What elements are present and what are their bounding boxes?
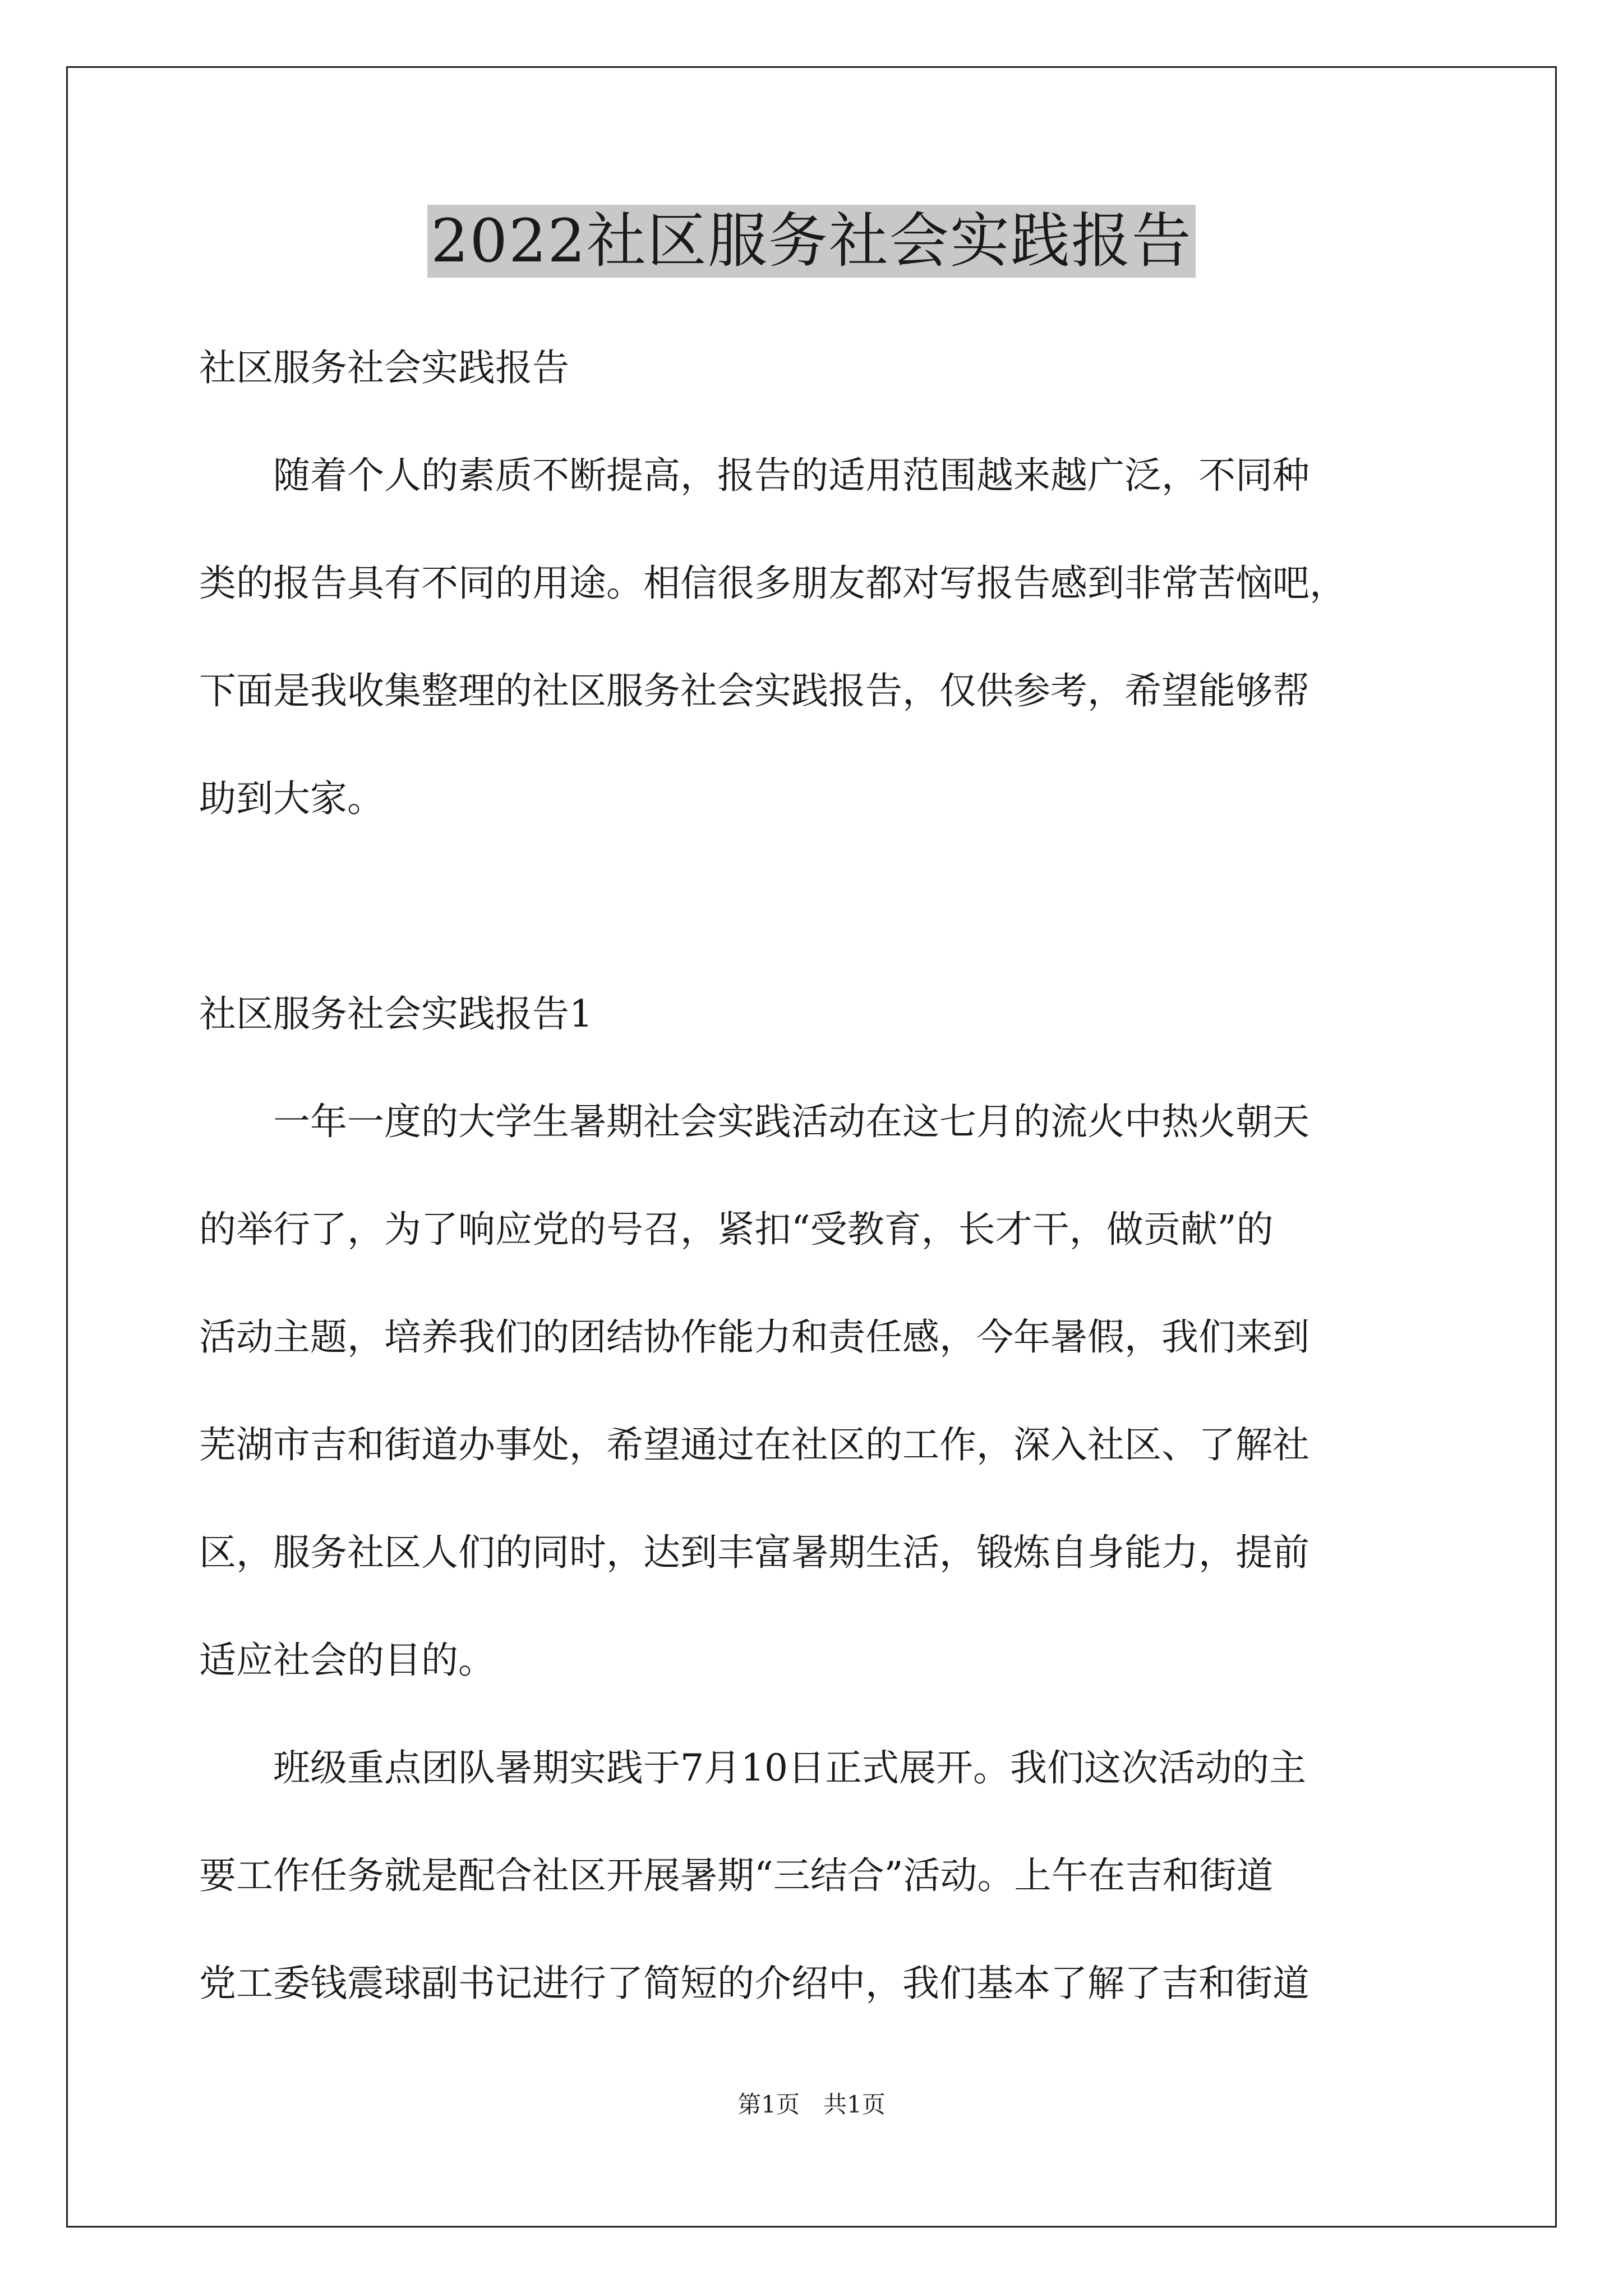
text-line: 下面是我收集整理的社区服务社会实践报告，仅供参考，希望能够帮 (199, 669, 1310, 712)
text-line: 类的报告具有不同的用途。相信很多朋友都对写报告感到非常苦恼吧， (199, 562, 1347, 605)
text-line: 要工作任务就是配合社区开展暑期“三结合”活动。上午在吉和街道 (199, 1854, 1274, 1897)
text-line: 随着个人的素质不断提高，报告的适用范围越来越广泛，不同种 (273, 454, 1310, 497)
title-container (0, 205, 1623, 278)
text-line: 班级重点团队暑期实践于7月10日正式展开。我们这次活动的主 (273, 1746, 1306, 1789)
spacer (199, 853, 1433, 960)
text-line: 党工委钱震球副书记进行了简短的介绍中，我们基本了解了吉和街道 (199, 1962, 1310, 2005)
document-body (199, 314, 1433, 2037)
page-footer: 第1页 共1页 (737, 2091, 886, 2118)
subtitle: 社区服务社会实践报告 (199, 346, 569, 389)
intro-paragraph (199, 422, 1433, 853)
text-line: 活动主题，培养我们的团结协作能力和责任感，今年暑假，我们来到 (199, 1315, 1310, 1359)
text-line: 一年一度的大学生暑期社会实践活动在这七月的流火中热火朝天 (273, 1100, 1310, 1143)
text-line: 的举行了，为了响应党的号召，紧扣“受教育，长才干，做贡献”的 (199, 1208, 1274, 1251)
paragraph-1 (199, 1068, 1433, 1714)
document-title: 2022社区服务社会实践报告 (427, 205, 1196, 278)
text-line: 助到大家。 (199, 777, 384, 820)
text-line: 适应社会的目的。 (199, 1639, 495, 1682)
section-heading: 社区服务社会实践报告1 (199, 992, 593, 1036)
text-line: 区，服务社区人们的同时，达到丰富暑期生活，锻炼自身能力，提前 (199, 1531, 1310, 1574)
text-line: 芜湖市吉和街道办事处，希望通过在社区的工作，深入社区、了解社 (199, 1423, 1310, 1466)
paragraph-2 (199, 1714, 1433, 2037)
